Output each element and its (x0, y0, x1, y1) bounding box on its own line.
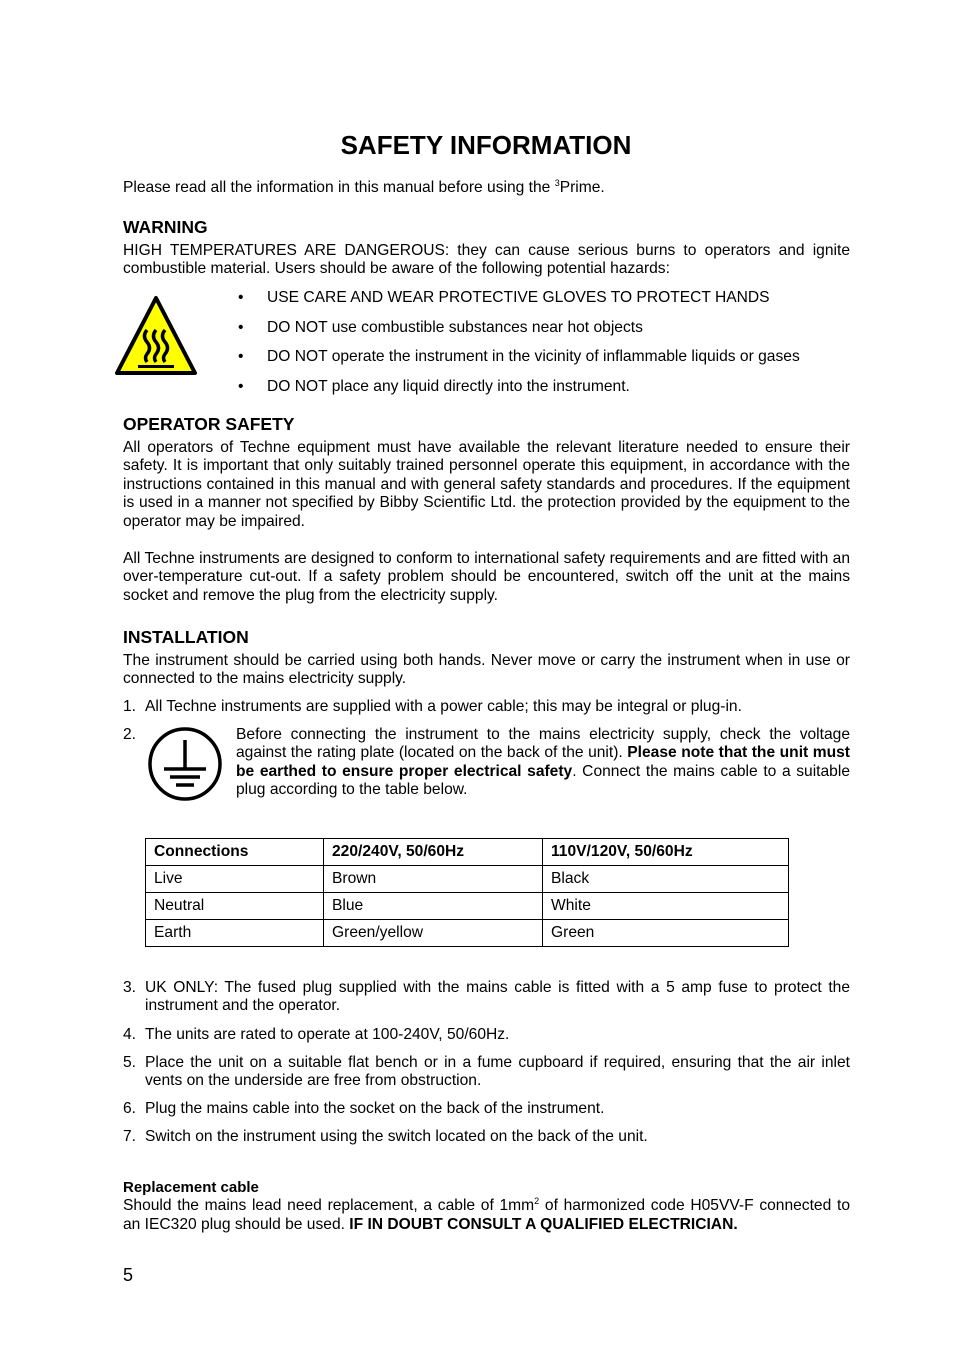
bullet-item: • DO NOT place any liquid directly into the instrument. (238, 378, 800, 408)
item-number: 1. (123, 698, 137, 715)
table-cell: Live (146, 866, 324, 893)
installation-section (123, 627, 850, 689)
bullet-item: • USE CARE AND WEAR PROTECTIVE GLOVES TO PROTECT HANDS (238, 289, 800, 319)
table-header-row (146, 839, 789, 866)
table-header: Connections (146, 839, 324, 866)
item-text: All Techne instruments are supplied with a power cable; this may be integral or plug-in. (145, 698, 742, 715)
warning-section (123, 217, 850, 279)
item2-text-b: . Connect the mains cable to a suitable plug according to the table below. (236, 762, 850, 799)
bullet-item: • DO NOT use combustible substances near hot objects (238, 319, 800, 349)
table-cell: Black (543, 866, 789, 893)
operator-safety-p1: All operators of Techne equipment must have available the relevant literature needed to ensure their safety. It is important that only suitably trained personnel operate this equipment, in accordance with the instructions contained in this manual and with general safety standards and procedures. If the equipment is used in a manner not specified by Bibby Scientific Ltd. the protection provided by the equipment to the operator may be impaired. (123, 439, 850, 530)
item-text: The units are rated to operate at 100-240V, 50/60Hz. (145, 1026, 510, 1043)
installation-intro: The instrument should be carried using both hands. Never move or carry the instrument when in use or connected to the mains electricity supply. (123, 652, 850, 688)
table-cell: Brown (324, 866, 543, 893)
table-cell: Neutral (146, 893, 324, 920)
operator-safety-p2: All Techne instruments are designed to conform to international safety requirements and are fitted with an over-temperature cut-out. If a safety problem should be encountered, switch off the unit at the mains socket and remove the plug from the electricity supply. (123, 550, 850, 604)
table-cell: Green (543, 920, 789, 947)
operator-safety-section (123, 414, 850, 605)
intro-after: Prime. (559, 179, 605, 196)
warning-bullets (238, 289, 800, 407)
table-row (146, 920, 789, 947)
intro-sup: 3 (554, 178, 560, 188)
table-row (146, 893, 789, 920)
item2-text-a: Before connecting the instrument to the mains electricity supply, check the voltage against the rating plate (located on the back of the unit). (236, 726, 850, 762)
table-header: 220/240V, 50/60Hz (324, 839, 543, 866)
item-text: Plug the mains cable into the socket on the back of the instrument. (145, 1100, 605, 1117)
installation-heading: INSTALLATION (123, 627, 249, 647)
page-title: SAFETY INFORMATION (340, 130, 632, 160)
operator-safety-heading: OPERATOR SAFETY (123, 414, 295, 434)
connections-table (145, 838, 789, 947)
item-number: 3. (123, 979, 137, 996)
item-text: UK ONLY: The fused plug supplied with the mains cable is fitted with a 5 amp fuse to protect the instrument and the operator. (145, 979, 850, 1015)
table-row (146, 866, 789, 893)
replacement-cable-section (123, 1179, 850, 1234)
replacement-heading: Replacement cable (123, 1179, 259, 1196)
item-number: 2. (123, 726, 137, 743)
page-number: 5 (123, 1265, 134, 1285)
table-cell: Green/yellow (324, 920, 543, 947)
table-cell: Blue (324, 893, 543, 920)
earth-ground-icon (147, 726, 223, 802)
item-text: Place the unit on a suitable flat bench or in a fume cupboard if required, ensuring that the air inlet vents on the underside are free from obstruction. (145, 1054, 850, 1090)
warning-heading: WARNING (123, 217, 208, 237)
item-number: 7. (123, 1128, 137, 1145)
item-number: 4. (123, 1026, 137, 1043)
replacement-text-a: Should the mains lead need replacement, a cable of 1mm (123, 1197, 535, 1215)
item-text: Switch on the instrument using the switch located on the back of the unit. (145, 1128, 648, 1145)
intro-before: Please read all the information in this manual before using the (123, 179, 555, 196)
intro-text (123, 179, 850, 197)
replacement-sup: 2 (534, 1196, 540, 1207)
install-item-2-text (236, 726, 850, 800)
item-number: 6. (123, 1100, 137, 1117)
table-cell: White (543, 893, 789, 920)
hot-surface-warning-icon (114, 295, 198, 375)
warning-text: HIGH TEMPERATURES ARE DANGEROUS: they can cause serious burns to operators and ignite combustible material. Users should be aware of the following potential hazards: (123, 242, 850, 278)
replacement-text-b: of harmonized code H05VV-F connected to an IEC320 plug should be used. (123, 1197, 850, 1233)
table-header: 110V/120V, 50/60Hz (543, 839, 789, 866)
item2-bold: Please note that the unit must be earthed to ensure proper electrical safety (236, 744, 850, 780)
bullet-item: • DO NOT operate the instrument in the vicinity of inflammable liquids or gases (238, 348, 800, 378)
replacement-bold: IF IN DOUBT CONSULT A QUALIFIED ELECTRICIAN. (349, 1215, 738, 1233)
table-cell: Earth (146, 920, 324, 947)
item-number: 5. (123, 1054, 137, 1071)
